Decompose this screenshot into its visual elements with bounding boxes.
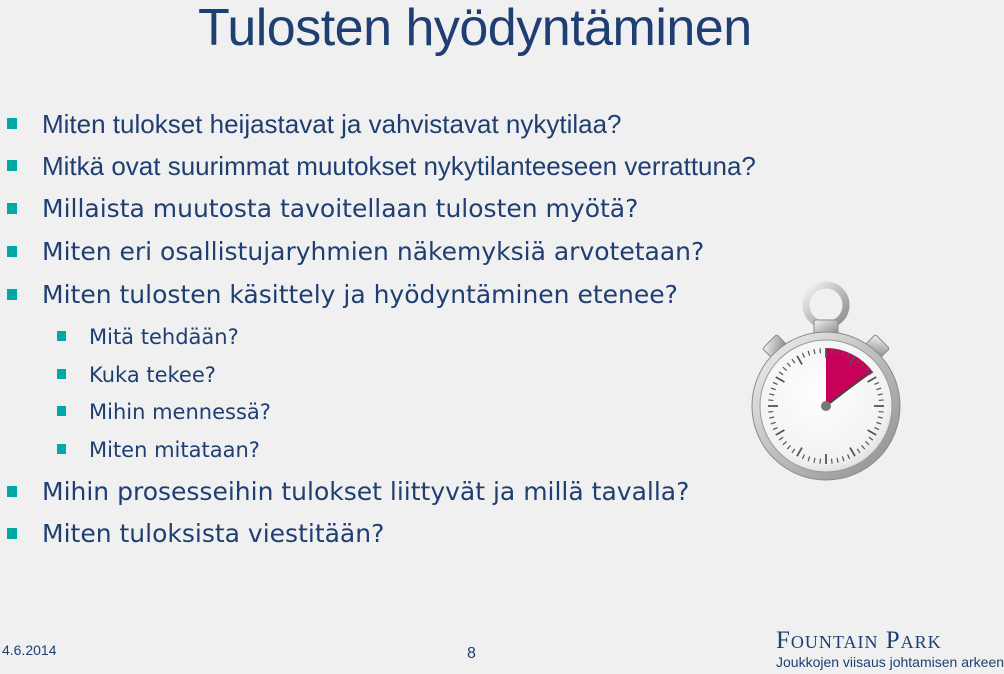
bullet-square-icon [57,444,66,454]
fountain-park-logo [776,628,1004,670]
sub-bullet-item: Miten mitataan? [89,436,260,464]
stopwatch-tick [879,412,884,413]
logo-tagline: Joukkojen viisaus johtamisen arkeen [776,654,1004,670]
stopwatch-tick [832,459,833,464]
bullet-square-icon [57,331,66,341]
bullet-square-icon [57,406,66,416]
stopwatch-tick [768,412,773,413]
bullet-item: Mitkä ovat suurimmat muutokset nykytilanteeseen verrattuna? [42,152,756,181]
sub-bullet-item: Mihin mennessä? [89,398,271,426]
bullet-item: Miten tulokset heijastavat ja vahvistavat nykytilaa? [42,110,622,139]
sub-bullet-item: Mitä tehdään? [89,323,239,351]
bullet-square-icon [7,528,17,539]
bullet-square-icon [7,246,17,257]
stopwatch-tick [832,348,833,353]
bullet-item: Millaista muutosta tavoitellaan tulosten myötä? [42,195,638,223]
bullet-item: Mihin prosesseihin tulokset liittyvät ja millä tavalla? [42,478,689,506]
bullet-square-icon [7,203,17,214]
page-number: 8 [467,645,476,662]
bullet-square-icon [7,160,17,171]
bullet-item: Miten tulosten käsittely ja hyödyntäminen etenee? [42,281,678,309]
logo-name: Fountain Park [776,627,942,654]
stopwatch-icon [748,280,904,485]
stopwatch-tick [768,400,773,401]
bullet-square-icon [7,118,17,129]
stopwatch-tick [879,400,884,401]
bullet-square-icon [7,289,17,300]
footer-date: 4.6.2014 [2,642,57,658]
bullet-item: Miten eri osallistujaryhmien näkemyksiä arvotetaan? [42,238,704,266]
sub-bullet-item: Kuka tekee? [89,361,216,389]
stopwatch-tick [820,459,821,464]
bullet-item: Miten tuloksista viestitään? [42,520,384,548]
slide-title: Tulosten hyödyntäminen [198,0,752,57]
bullet-square-icon [57,369,66,379]
stopwatch-tick [820,348,821,353]
bullet-square-icon [7,486,17,497]
